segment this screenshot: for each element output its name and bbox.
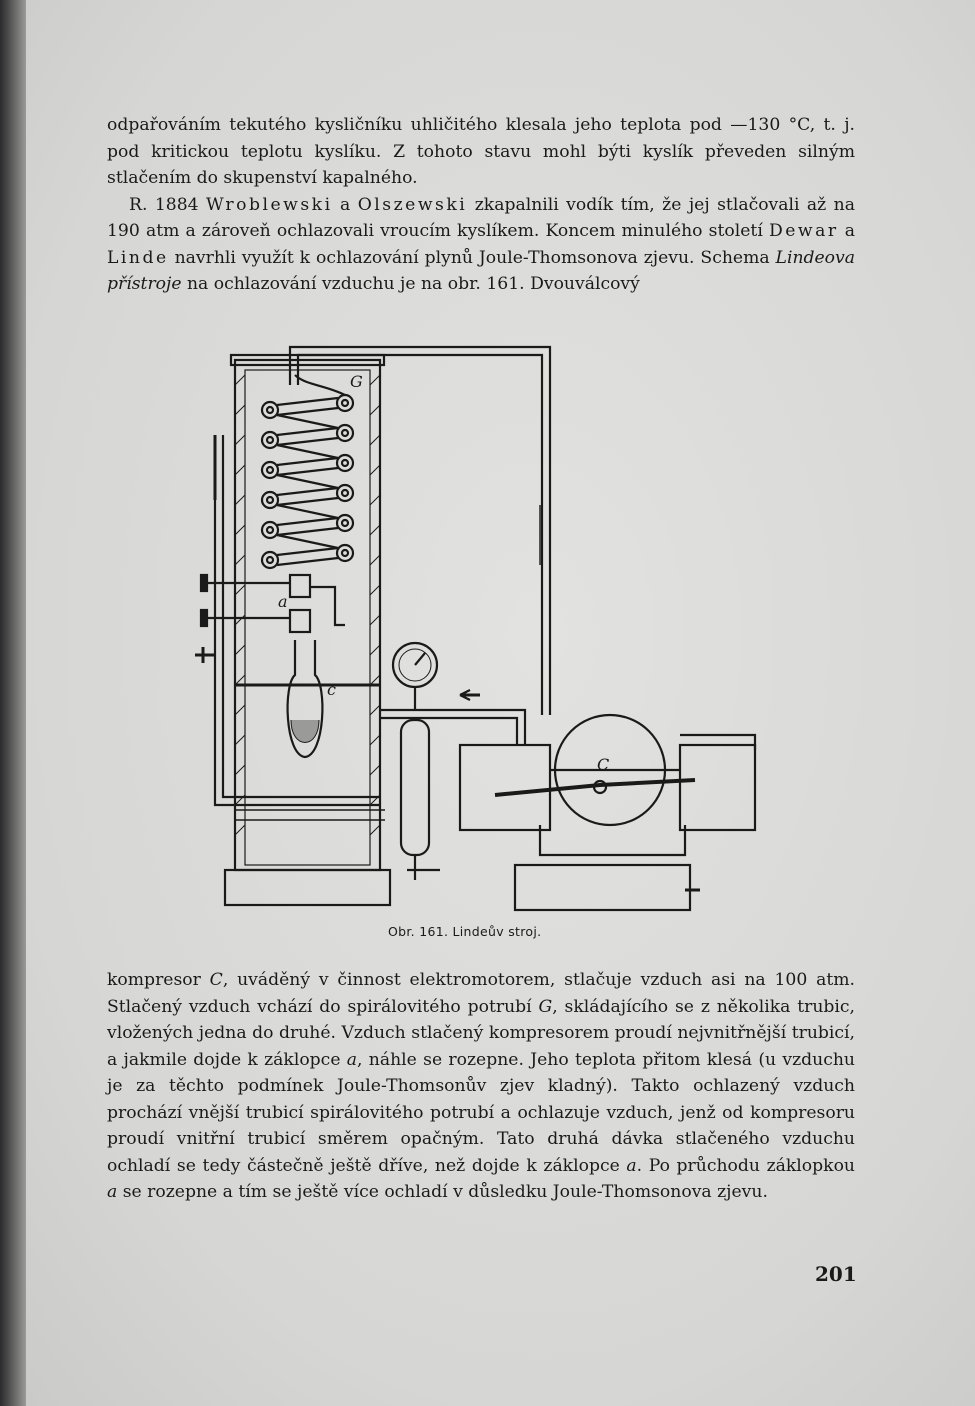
figure-linde-machine [195,325,765,915]
compressor-right-cylinder [680,745,755,830]
text-run: , skládajícího se z několika trubic, vložených jedna do druhé. Vzduch stlačený kompresorem proudí nejvnitřnější trubicí, a jakmile dojde k záklopce [107,996,855,1070]
page-number: 201 [815,1262,857,1286]
text-run: navrhli využít k ochlazování plynů Joule-Thomsonova zjevu. Schema [168,247,776,268]
text-run: se rozepne a tím se ještě více ochladí v důsledku Joule-Thomsonova zjevu. [117,1182,768,1202]
paragraph-bottom-text [107,967,855,1206]
coil-inlet [295,375,345,395]
linde-machine-diagram [195,325,765,915]
label-c: c [327,680,336,699]
column-outer [235,360,380,870]
valve-a-lower [290,610,310,632]
italic-a: a [346,1049,358,1070]
drier-cylinder [401,720,429,855]
italic-a: a [626,1155,637,1176]
label-a: a [278,592,288,611]
paragraph-top-part2 [107,192,855,298]
text-run: , náhle se rozepne. Jeho teplota přitom klesá (u vzduchu je za těchto podmínek Joule-Thomsonův zjev kladný). Takto ochlazený vzduch prochází vnější trubicí spirálovitého potrubí a ochlazuje vzduch, jenž od kompresoru proudí vnitřní trubicí směrem opačným. Tato druhá dávka stlačeného vzduchu ochladí se tedy částečně ještě dříve, než dojde k záklopce [107,1049,855,1176]
valve-a-body [290,575,310,597]
text-run: R. 1884 [129,194,207,215]
text-run: zkapalnili vodík tím, že jej stlačovali až na 190 atm a zároveň ochlazovali vroucím kyslíkem. Koncem minulého století [107,194,855,241]
bottom-coil [235,810,385,820]
label-C: C [597,755,610,774]
paragraph-top [107,112,855,298]
text-run: a [838,221,855,241]
liquid-air [291,720,319,743]
text-run: . Po průchodu záklopkou [636,1155,855,1176]
name-dewar: Dewar [768,221,839,241]
label-G: G [350,372,363,391]
name-wroblewski: Wroblewski [206,194,333,215]
column-base [225,870,390,905]
gauge-needle [415,653,425,665]
name-olszewski: Olszewski [357,194,468,215]
text-run: kompresor [107,970,210,990]
spiral-coil-g [262,395,353,568]
drain-tap [195,647,215,663]
drier-outlet [407,855,440,880]
compressor-base [515,865,690,910]
text-run: na ochlazování vzduchu je na obr. 161. Dvouválcový [181,274,640,294]
insulation-hatching [235,375,380,835]
book-spine-shadow [0,0,26,1406]
text-run: , uváděný v činnost elektromotorem, stlačuje vzduch asi na 100 atm. Stlačený vzduch vchází do spirálovitého potrubí [107,970,855,1017]
pipe-from-valve [310,587,345,625]
italic-lindeova-pristroje: Lindeova přístroje [107,247,855,294]
valve-lower-handle [201,610,207,626]
paragraph-bottom [107,967,855,1206]
italic-G: G [538,996,553,1017]
figure-caption: Obr. 161. Lindeův stroj. [388,924,542,939]
italic-a: a [107,1182,118,1202]
text-run: a [332,194,358,215]
name-linde: Linde [107,247,169,268]
return-pipe-left-inner [223,435,380,797]
valve-a-handle [201,575,207,591]
pipe-right-top [680,735,755,750]
compressor-pedestal [540,825,685,855]
italic-C: C [209,970,223,990]
compressor-left-cylinder [460,745,550,830]
paragraph-top-part1: odpařováním tekutého kysličníku uhličitého klesala jeho teplota pod —130 °C, t. j. pod kritickou teplotu kyslíku. Z tohoto stavu mohl býti kyslík převeden silným stlačením do skupenství kapalného. [107,115,855,188]
